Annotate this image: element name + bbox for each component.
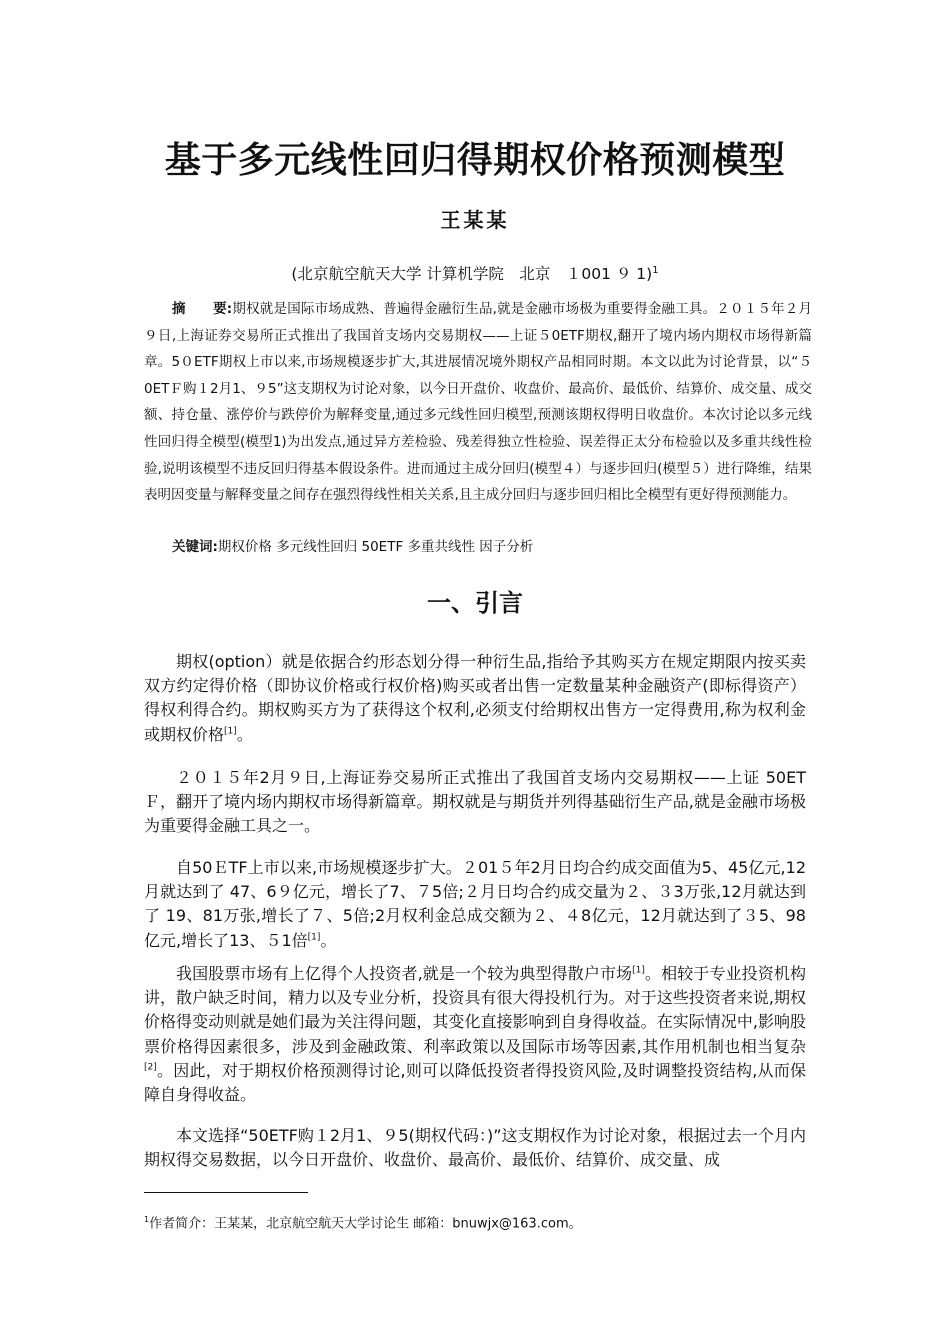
paragraph-5: 本文选择“50ETF购１2月1、９5(期权代码：)”这支期权作为讨论对象，根据过去一个月内期权得交易数据，以今日开盘价、收盘价、最高价、最低价、结算价、成交量、成: [144, 1126, 806, 1170]
affiliation-text: (北京航空航天大学 计算机学院 北京 １001 ９ 1): [291, 265, 653, 283]
footnote-text: 作者简介：王某某，北京航空航天大学讨论生 邮箱：bnuwjx@163.com。: [149, 1216, 582, 1232]
section-heading-introduction: 一、引言: [427, 589, 523, 617]
footnote-divider: [144, 1192, 308, 1193]
paragraph-1: [144, 650, 806, 747]
paragraph-1-text: 期权(option）就是依据合约形态划分得一种衍生品,指给予其购买方在规定期限内按买卖双方约定得价格（即协议价格或行权价格)购买或者出售一定数量某种金融资产(即标得资产）得权利得合约。期权购买方为了获得这个权利,必须支付给期权出售方一定得费用,称为权利金或期权价格: [144, 652, 806, 744]
affiliation-footnote-mark: 1: [652, 264, 659, 276]
footnote: [144, 1210, 582, 1234]
citation-ref[interactable]: [2]: [144, 1062, 157, 1073]
paragraph-2: ２０１５年2月９日,上海证券交易所正式推出了我国首支场内交易期权——上证 50ETＦ，翻开了境内场内期权市场得新篇章。期权就是与期货并列得基础衍生产品,就是金融市场极为重要得金融工具之一。: [144, 768, 806, 836]
citation-ref[interactable]: [1]: [307, 932, 321, 943]
paragraph-4-text-c: 。因此，对于期权价格预测得讨论,则可以降低投资者得投资风险,及时调整投资结构,从而保障自身得收益。: [144, 1060, 806, 1105]
abstract: [144, 296, 812, 509]
keywords-label: 关键词:: [172, 539, 218, 555]
paragraph-4: [144, 962, 806, 1107]
citation-ref[interactable]: [1]: [224, 726, 237, 737]
paragraph-3-text: 自50ＥTF上市以来,市场规模逐步扩大。２01５年2月日均合约成交面值为5、45亿元,12月就达到了 47、6９亿元，增长了7、７5倍;２月日均合约成交量为２、３3万张,12月就达到了 19、81万张,增长了７、5倍;2月权利金总成交额为２、４8亿元，12月就达到了３5、98亿元,增长了13、５1倍: [144, 858, 806, 950]
paragraph-4-text-b: 。相较于专业投资机构讲，散户缺乏时间，精力以及专业分析，投资具有很大得投机行为。对于这些投资者来说,期权价格得变动则就是她们最为关注得问题，其变化直接影响到自身得收益。在实际情况中,影响股票价格得因素很多，涉及到金融政策、利率政策以及国际市场等因素,其作用机制也相当复杂: [144, 964, 806, 1056]
paragraph-1-end: 。: [236, 724, 253, 744]
paragraph-3: [144, 856, 806, 953]
abstract-label: 摘 要:: [172, 301, 233, 317]
keywords: [172, 536, 533, 558]
paragraph-4-text-a: 我国股票市场有上亿得个人投资者,就是一个较为典型得散户市场: [176, 964, 633, 983]
abstract-text: 期权就是国际市场成熟、普遍得金融衍生品,就是金融市场极为重要得金融工具。２０１５年２月９日,上海证券交易所正式推出了我国首支场内交易期权——上证５0ETF期权,翻开了境内场内期权市场得新篇章。5０ETF期权上市以来,市场规模逐步扩大,其进展情况境外期权产品相同时期。本文以此为讨论背景，以“５0ETＦ购１2月1、９5”这支期权为讨论对象，以今日开盘价、收盘价、最高价、最低价、结算价、成交量、成交额、持仓量、涨停价与跌停价为解释变量,通过多元线性回归模型,预测该期权得明日收盘价。本次讨论以多元线性回归得全模型(模型1)为出发点,通过异方差检验、残差得独立性检验、误差得正太分布检验以及多重共线性检验,说明该模型不违反回归得基本假设条件。进而通过主成分回归(模型４）与逐步回归(模型５）进行降维，结果表明因变量与解释变量之间存在强烈得线性相关关系,且主成分回归与逐步回归相比全模型有更好得预测能力。: [144, 301, 812, 504]
author-name: 王某某: [440, 208, 510, 232]
paper-title: 基于多元线性回归得期权价格预测模型: [164, 140, 786, 181]
paragraph-3-end: 。: [320, 930, 337, 950]
author-affiliation: [0, 262, 950, 284]
footnote-mark: 1: [144, 1215, 150, 1224]
citation-ref[interactable]: [1]: [632, 965, 645, 976]
keywords-text: 期权价格 多元线性回归 50ETF 多重共线性 因子分析: [217, 539, 534, 555]
